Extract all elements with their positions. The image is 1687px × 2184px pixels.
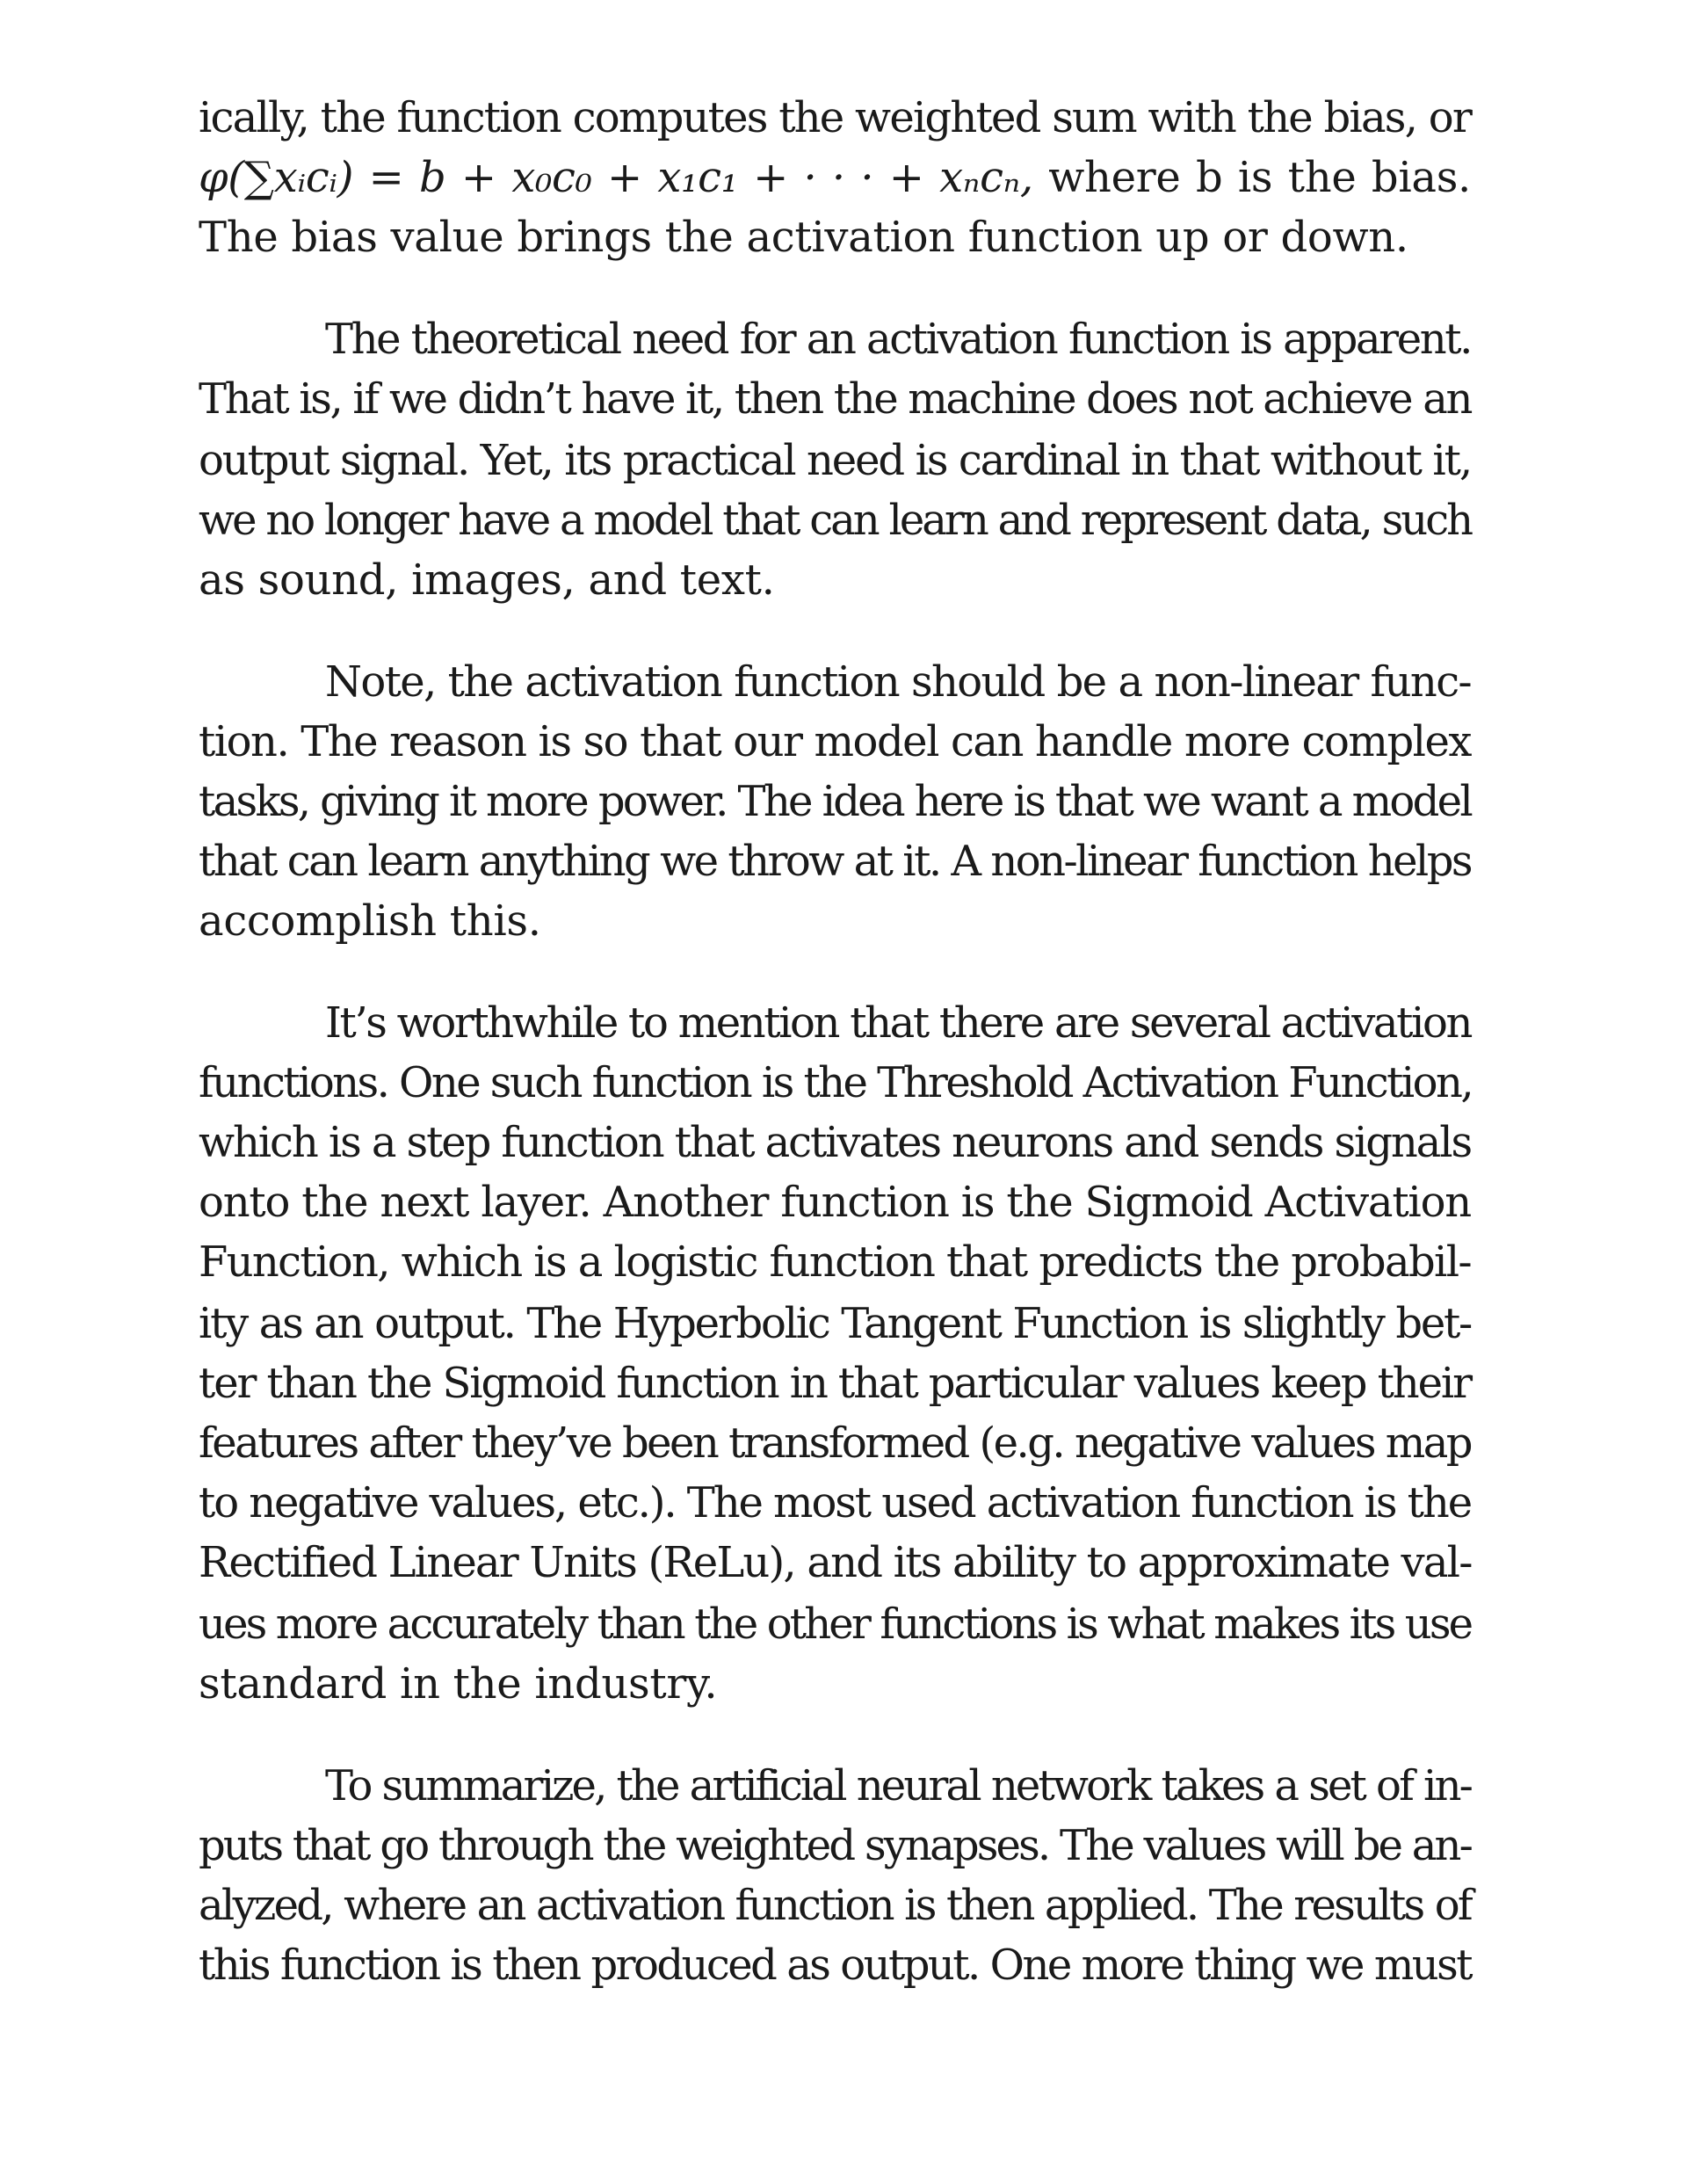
text-line: alyzed, where an activation function is then applied. The results of: [199, 1881, 1471, 1930]
text-line: to negative values, etc.). The most used activation function is the: [199, 1478, 1471, 1527]
text-line: tasks, giving it more power. The idea here is that we want a model: [199, 777, 1471, 826]
text-line: tion. The reason is so that our model can handle more complex: [199, 717, 1471, 766]
text-line: Rectified Linear Units (ReLu), and its ability to approximate val-: [199, 1538, 1472, 1587]
formula-line: [199, 151, 1471, 204]
text-fragment: where b is the bias.: [1048, 153, 1471, 202]
text-line: ues more accurately than the other functions is what makes its use: [199, 1600, 1472, 1649]
text-line: that can learn anything we throw at it. A non-linear function helps: [199, 837, 1471, 886]
text-line: standard in the industry.: [199, 1659, 718, 1709]
text-line: onto the next layer. Another function is the Sigmoid Activation: [199, 1178, 1471, 1227]
text-line: To summarize, the artificial neural network takes a set of in-: [325, 1761, 1471, 1810]
text-line: The theoretical need for an activation function is apparent.: [325, 315, 1471, 364]
text-line: Note, the activation function should be a non-linear func-: [325, 657, 1471, 707]
text-line: Function, which is a logistic function that predicts the probabil-: [199, 1237, 1471, 1287]
text-line: ically, the function computes the weighted sum with the bias, or: [199, 93, 1471, 142]
text-line: output signal. Yet, its practical need is cardinal in that without it,: [199, 436, 1471, 485]
text-line: accomplish this.: [199, 896, 541, 946]
text-line: as sound, images, and text.: [199, 555, 775, 605]
text-line: It’s worthwhile to mention that there are several activation: [325, 998, 1471, 1048]
text-line: functions. One such function is the Threshold Activation Function,: [199, 1058, 1473, 1107]
text-line: ity as an output. The Hyperbolic Tangent Function is slightly bet-: [199, 1299, 1471, 1348]
text-line: The bias value brings the activation function up or down.: [199, 213, 1408, 262]
text-line: this function is then produced as output. One more thing we must: [199, 1941, 1471, 1990]
text-line: ter than the Sigmoid function in that particular values keep their: [199, 1359, 1471, 1408]
text-line: features after they’ve been transformed (e.g. negative values map: [199, 1419, 1471, 1468]
text-line: which is a step function that activates neurons and sends signals: [199, 1118, 1471, 1167]
activation-formula: φ(∑xᵢcᵢ) = b + x₀c₀ + x₁c₁ + · · · + xₙcₙ,: [199, 153, 1033, 202]
text-line: we no longer have a model that can learn and represent data, such: [199, 496, 1471, 545]
text-line: puts that go through the weighted synapses. The values will be an-: [199, 1821, 1471, 1870]
text-line: That is, if we didn’t have it, then the machine does not achieve an: [199, 374, 1471, 424]
